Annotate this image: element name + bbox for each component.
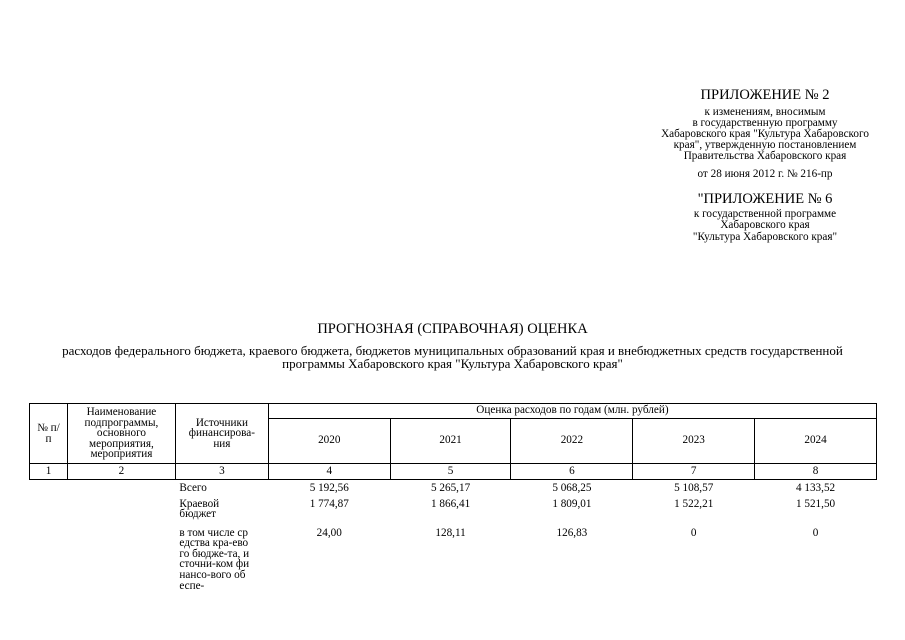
table-row [30, 480, 877, 496]
appendix-line: края", утвержденную постановлением [673, 139, 857, 152]
column-number: 3 [175, 464, 268, 480]
document-subtitle: расходов федерального бюджета, краевого бюджета, бюджетов муниципальных образований края и внебюджетных средств государственной программы Хабаровского края "Культура Хабаровского края" [62, 343, 843, 371]
appendix-line-2: Хабаровского края [720, 219, 810, 232]
appendix-title-2: "ПРИЛОЖЕНИЕ № 6 [697, 190, 833, 207]
row-value: 5 108,57 [674, 482, 714, 494]
column-number: 1 [30, 464, 68, 480]
column-number: 7 [633, 464, 755, 480]
column-number: 8 [755, 464, 877, 480]
header-year: 2022 [511, 419, 633, 464]
column-number: 4 [268, 464, 390, 480]
header-number: № п/п [30, 404, 68, 464]
row-value: 0 [690, 526, 697, 539]
row-value: 5 068,25 [552, 482, 592, 494]
appendix-line-2: "Культура Хабаровского края" [692, 230, 838, 243]
row-value: 126,83 [556, 526, 588, 539]
column-number: 2 [67, 464, 175, 480]
header-expense-group: Оценка расходов по годам (млн. рублей) [268, 404, 876, 419]
header-source: Источники финансирова-ния [175, 404, 268, 464]
header-year: 2020 [268, 419, 390, 464]
row-source: в том числе средства кра-евого бюдже-та, источни-ком финансо-вого обеспе- [179, 526, 250, 592]
row-value: 5 265,17 [431, 482, 471, 494]
row-value: 1 866,41 [431, 497, 471, 510]
row-value: 4 133,52 [795, 482, 836, 494]
row-value: 1 774,87 [309, 497, 349, 510]
row-value: 1 521,50 [795, 497, 836, 510]
table-row [30, 525, 877, 592]
row-value: 5 192,56 [309, 482, 349, 494]
appendix-title: ПРИЛОЖЕНИЕ № 2 [700, 87, 830, 103]
table-row [30, 496, 877, 525]
row-value: 24,00 [316, 526, 342, 539]
header-year: 2024 [755, 419, 877, 464]
appendix-line: Хабаровского края "Культура Хабаровского [661, 127, 869, 140]
appendix-block [600, 88, 905, 243]
column-number: 6 [511, 464, 633, 480]
document-title: ПРОГНОЗНАЯ (СПРАВОЧНАЯ) ОЦЕНКА [317, 321, 588, 337]
header-year: 2023 [633, 419, 755, 464]
row-value: 0 [812, 526, 819, 539]
row-source: Всего [179, 482, 207, 494]
appendix-line: Правительства Хабаровского края [683, 150, 847, 163]
row-value: 1 522,21 [674, 497, 714, 510]
appendix-line: к изменениям, вносимым [704, 105, 826, 118]
appendix-date: от 28 июня 2012 г. № 216-пр [697, 167, 833, 180]
budget-table [29, 403, 877, 591]
header-name: Наименование подпрограммы, основного мероприятия, мероприятия [67, 404, 175, 464]
row-source: Краевой бюджет [179, 497, 220, 521]
header-year: 2021 [390, 419, 511, 464]
column-number: 5 [390, 464, 511, 480]
appendix-line: в государственную программу [692, 116, 838, 129]
appendix-line-2: к государственной программе [693, 208, 837, 221]
row-value: 1 809,01 [552, 497, 592, 510]
row-value: 128,11 [435, 526, 466, 539]
